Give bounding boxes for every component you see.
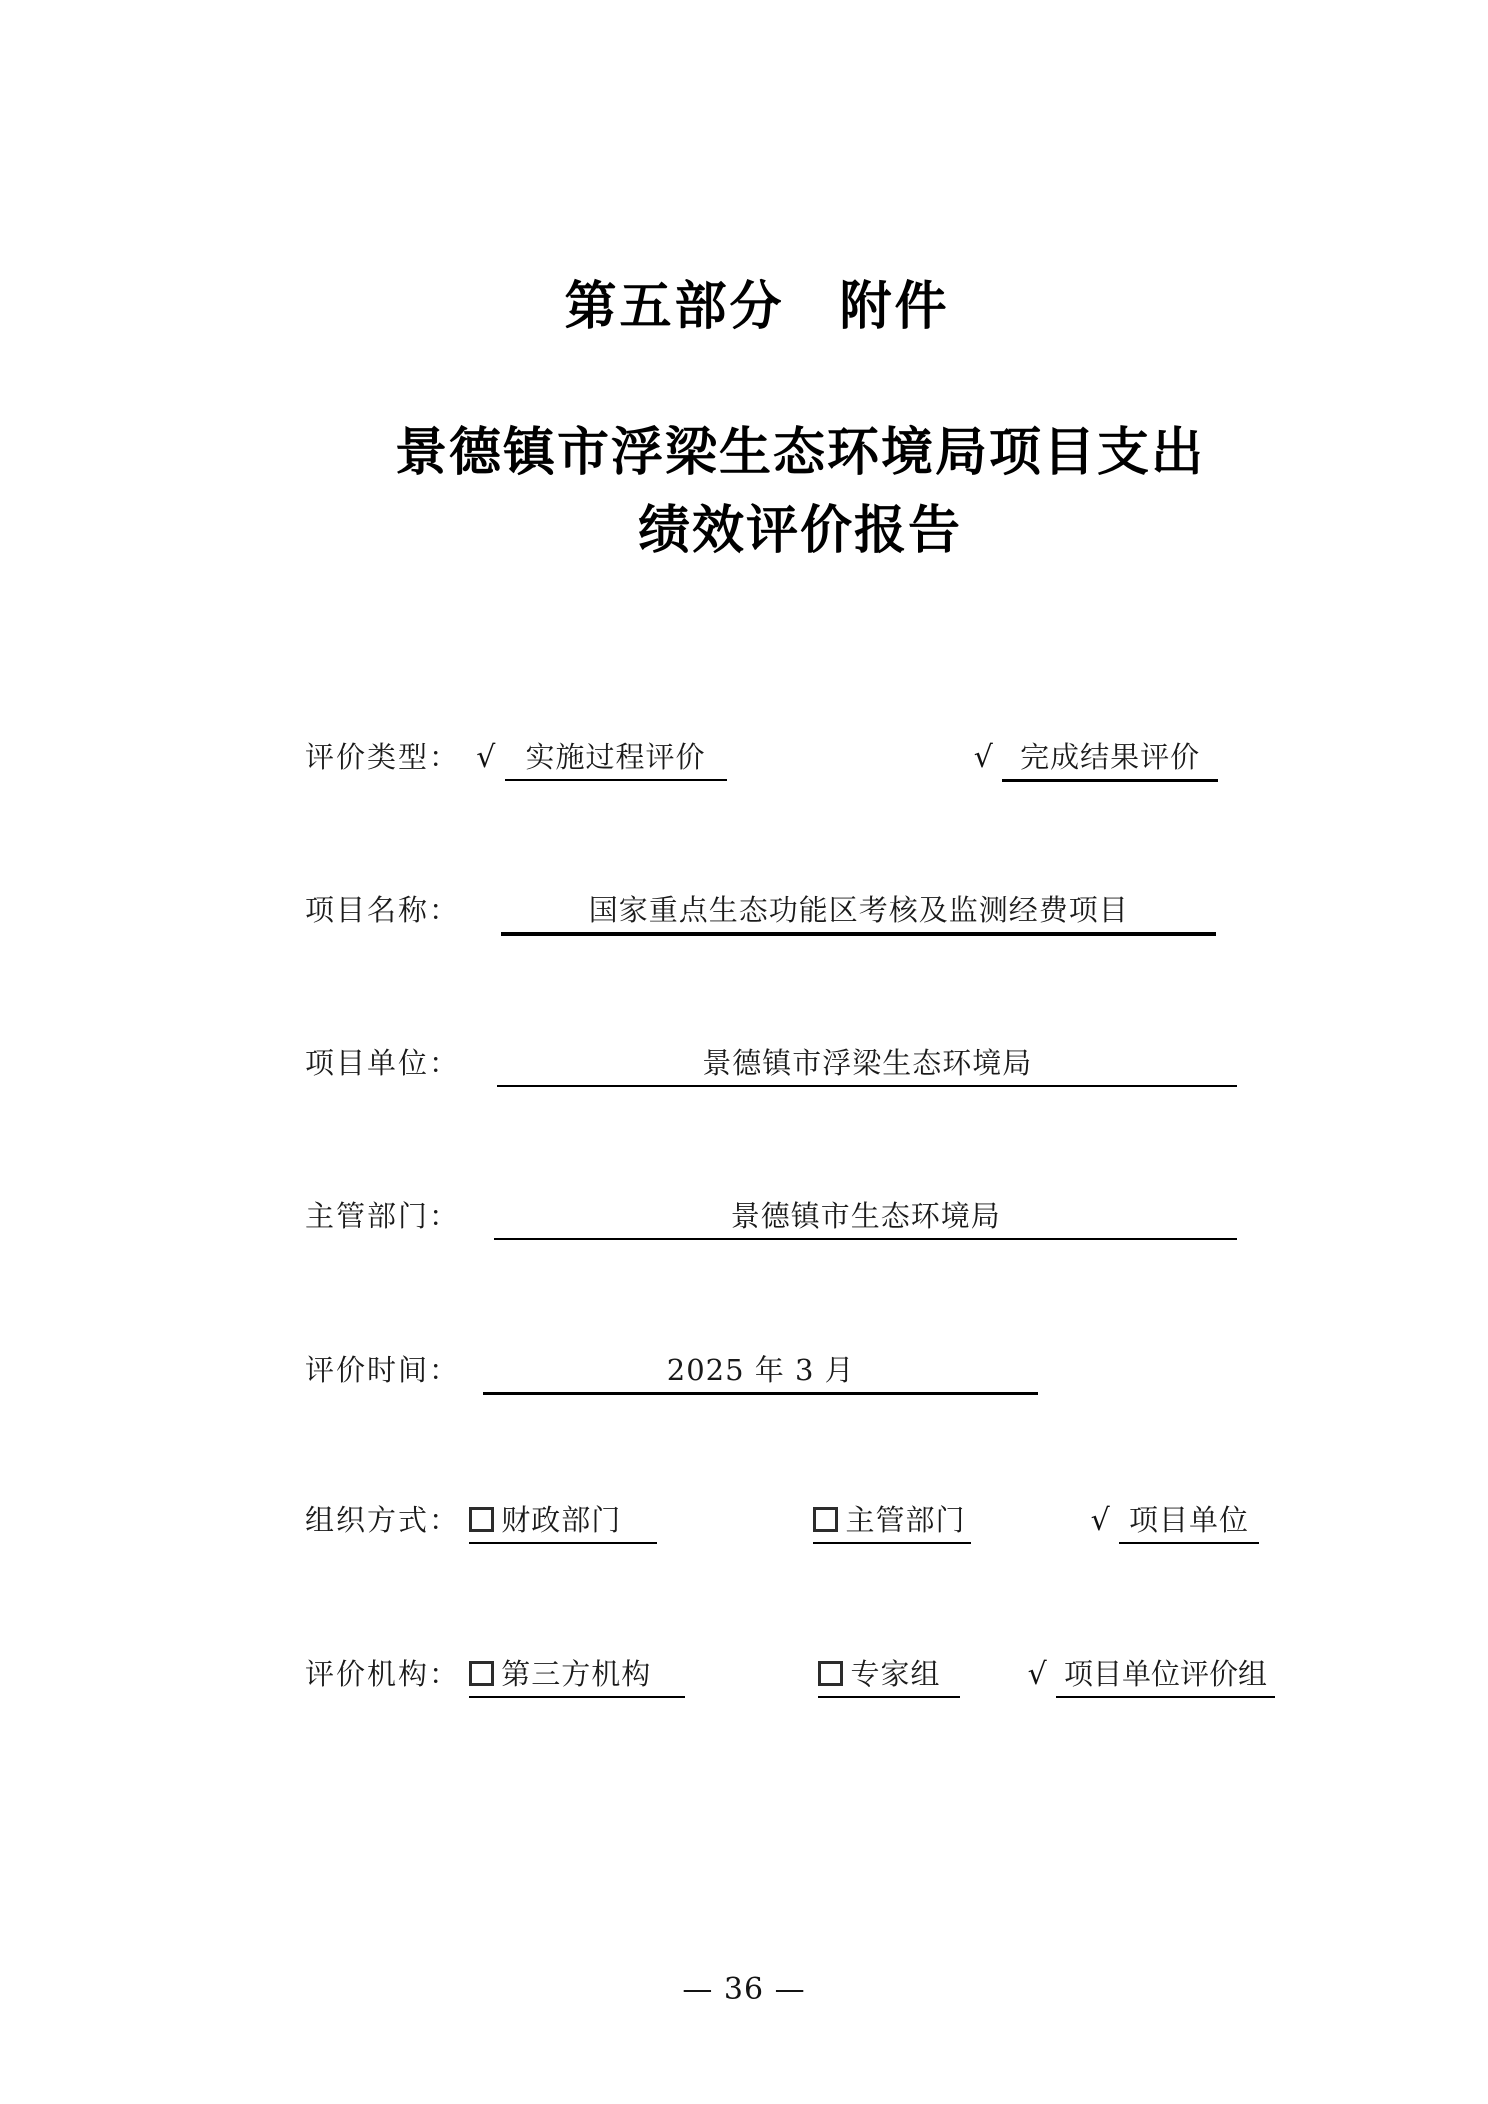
- checkbox-unchecked-icon: [818, 1661, 843, 1686]
- option-label: 财政部门: [501, 1503, 622, 1537]
- checkmark-icon: √: [1090, 1503, 1110, 1538]
- form-row-organization-mode: [305, 1498, 1259, 1544]
- checkmark-icon: √: [476, 740, 496, 775]
- evaluation-time-label: 评价时间：: [305, 1353, 461, 1387]
- organization-mode-label: 组织方式：: [305, 1503, 461, 1537]
- form-row-evaluation-agency: [305, 1652, 1275, 1698]
- checkbox-unchecked-icon: [469, 1661, 494, 1686]
- supervisor-dept-value: 景德镇市生态环境局: [494, 1194, 1237, 1240]
- project-name-label: 项目名称：: [305, 893, 461, 927]
- checkmark-icon: √: [973, 740, 993, 775]
- section-title: 第五部分 附件: [564, 276, 950, 337]
- option-label: 专家组: [850, 1657, 941, 1691]
- option-third-party: [469, 1652, 685, 1698]
- form-row-supervisor-dept: [305, 1194, 1237, 1240]
- option-project-unit: 项目单位: [1119, 1498, 1259, 1544]
- report-title: [112, 414, 1488, 570]
- checkbox-unchecked-icon: [469, 1507, 494, 1532]
- project-unit-label: 项目单位：: [305, 1046, 461, 1080]
- evaluation-agency-label: 评价机构：: [305, 1657, 461, 1691]
- report-title-line1: 景德镇市浮梁生态环境局项目支出: [394, 422, 1205, 483]
- option-label: 第三方机构: [501, 1657, 652, 1691]
- form-row-evaluation-type: [305, 735, 1218, 781]
- report-title-line2: 绩效评价报告: [637, 500, 962, 561]
- option-finance-dept: [469, 1498, 657, 1544]
- form-row-evaluation-time: [305, 1348, 1038, 1394]
- option-project-unit-eval-group: 项目单位评价组: [1056, 1652, 1275, 1698]
- evaluation-type-label: 评价类型：: [305, 740, 461, 774]
- form-row-project-unit: [305, 1041, 1237, 1087]
- option-expert-group: [818, 1652, 960, 1698]
- supervisor-dept-label: 主管部门：: [305, 1199, 461, 1233]
- checkbox-unchecked-icon: [813, 1507, 838, 1532]
- page-number: — 36 —: [682, 1972, 806, 2007]
- option-label: 主管部门: [845, 1503, 966, 1537]
- checkmark-icon: √: [1027, 1657, 1047, 1692]
- option-supervisor-dept: [813, 1498, 971, 1544]
- option-result-evaluation: 完成结果评价: [1002, 735, 1218, 782]
- project-unit-value: 景德镇市浮梁生态环境局: [497, 1041, 1237, 1087]
- evaluation-time-value: 2025 年 3 月: [483, 1348, 1038, 1395]
- form-row-project-name: [305, 888, 1216, 934]
- option-process-evaluation: 实施过程评价: [505, 735, 727, 781]
- project-name-value: 国家重点生态功能区考核及监测经费项目: [501, 888, 1216, 936]
